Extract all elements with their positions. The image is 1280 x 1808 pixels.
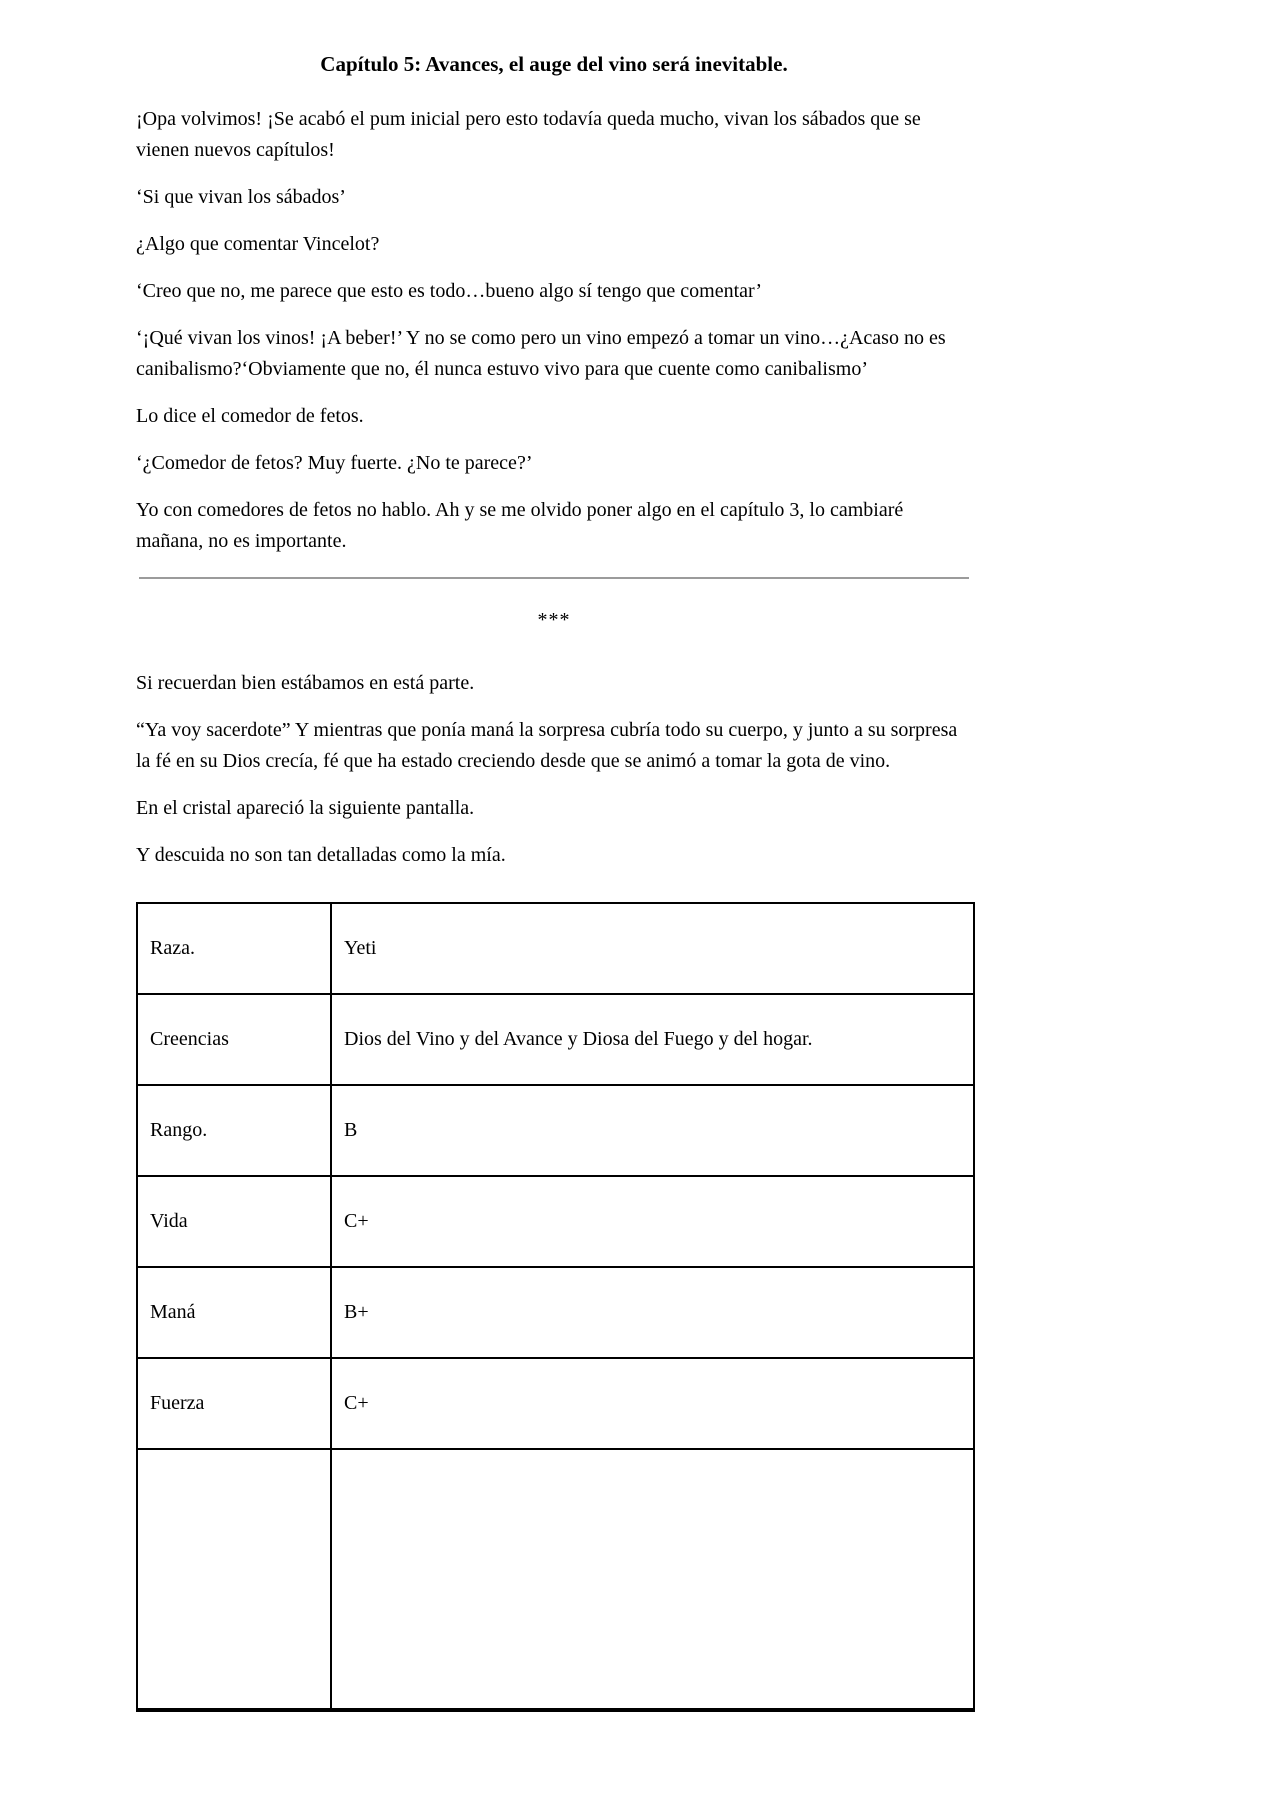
table-row — [137, 994, 974, 1085]
stats-table — [136, 902, 975, 1712]
stat-value-cell: B — [331, 1085, 974, 1176]
stat-label-cell: Rango. — [137, 1085, 331, 1176]
chapter-title: Capítulo 5: Avances, el auge del vino será inevitable. — [320, 52, 788, 76]
stat-value-cell: C+ — [331, 1176, 974, 1267]
stat-value-cell — [331, 1449, 974, 1710]
stat-label-cell: Creencias — [137, 994, 331, 1085]
stat-value-cell: C+ — [331, 1358, 974, 1449]
stat-label-cell: Fuerza — [137, 1358, 331, 1449]
stat-label-cell: Raza. — [137, 903, 331, 994]
stat-value-cell: B+ — [331, 1267, 974, 1358]
paragraph: Lo dice el comedor de fetos. — [136, 405, 364, 427]
stat-value-cell: Dios del Vino y del Avance y Diosa del Fuego y del hogar. — [331, 994, 974, 1085]
paragraph: ‘Si que vivan los sábados’ — [136, 186, 346, 208]
scene-break: *** — [537, 609, 571, 631]
paragraph: Yo con comedores de fetos no hablo. Ah y se me olvido poner algo en el capítulo 3, lo cambiaré mañana, no es importante. — [136, 499, 904, 552]
section-divider — [139, 577, 969, 579]
paragraph: ¿Algo que comentar Vincelot? — [136, 233, 380, 255]
stat-label-cell: Maná — [137, 1267, 331, 1358]
paragraph: “Ya voy sacerdote” Y mientras que ponía maná la sorpresa cubría todo su cuerpo, y junto a su sorpresa la fé en su Dios crecía, fé que ha estado creciendo desde que se animó a tomar la gota de vino. — [136, 719, 958, 772]
stat-value-cell: Yeti — [331, 903, 974, 994]
table-row — [137, 1358, 974, 1449]
table-row — [137, 1176, 974, 1267]
paragraph: Si recuerdan bien estábamos en está parte. — [136, 672, 475, 694]
stat-label-cell — [137, 1449, 331, 1710]
paragraph: ‘¡Qué vivan los vinos! ¡A beber!’ Y no se como pero un vino empezó a tomar un vino…¿Acaso no es canibalismo?‘Obviamente que no, él nunca estuvo vivo para que cuente como canibalismo’ — [136, 327, 946, 380]
stat-label-cell: Vida — [137, 1176, 331, 1267]
paragraph: ‘Creo que no, me parece que esto es todo…bueno algo sí tengo que comentar’ — [136, 280, 763, 302]
table-row-partial — [137, 1449, 974, 1710]
paragraph: ¡Opa volvimos! ¡Se acabó el pum inicial pero esto todavía queda mucho, vivan los sábados que se vienen nuevos capítulos! — [136, 108, 921, 161]
table-row — [137, 1085, 974, 1176]
document-page — [136, 0, 972, 1712]
paragraph: Y descuida no son tan detalladas como la mía. — [136, 844, 506, 866]
table-row — [137, 903, 974, 994]
paragraph: En el cristal apareció la siguiente pantalla. — [136, 797, 475, 819]
paragraph: ‘¿Comedor de fetos? Muy fuerte. ¿No te parece?’ — [136, 452, 533, 474]
table-row — [137, 1267, 974, 1358]
